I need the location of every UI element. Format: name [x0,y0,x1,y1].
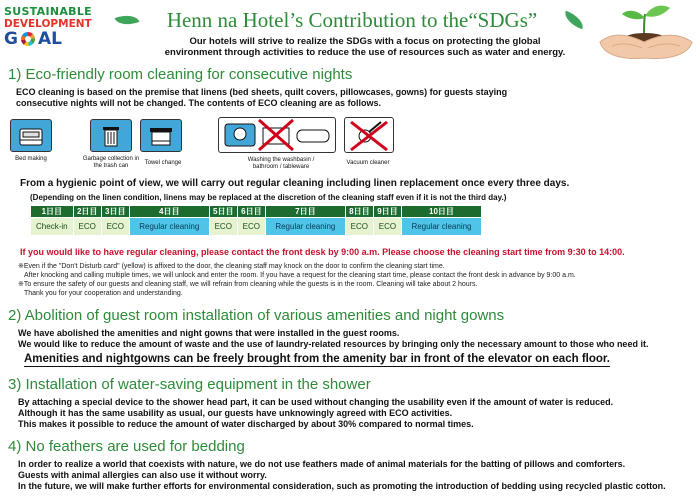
intro-line: ECO cleaning is based on the premise that linens (bed sheets, quilt covers, pillowcases, gowns) for guests staying [16,87,508,97]
schedule-action: Regular cleaning [401,218,481,236]
washbasin-icon [218,117,336,153]
page-subtitle [150,36,580,58]
subtitle-line: Our hotels will strive to realize the SDGs with a focus on protecting the global [189,36,541,47]
schedule-action: Regular cleaning [265,218,345,236]
towel-icon [140,119,182,152]
logo-line1: SUSTAINABLE [4,5,92,18]
schedule-days-row [31,206,482,218]
section2-heading: 2) Abolition of guest room installation of various amenities and night gowns [8,307,505,324]
schedule-action: ECO [373,218,401,236]
section2-line: We have abolished the amenities and night gowns that were installed in the guest rooms. [18,328,400,338]
section3-body [18,397,613,430]
section4-line: Guests with animal allergies can also use it without worry. [18,470,267,480]
icon-label: Garbage collection in the trash can [82,156,140,169]
schedule-action: ECO [345,218,373,236]
section3-line: By attaching a special device to the shower head part, it can be used without changing the usability even if the amount of water is reduced. [18,397,614,407]
vacuum-icon [344,117,394,153]
section2-body [18,328,648,350]
schedule-day: 8日目 [345,206,373,218]
amenity-bar-note: Amenities and nightgowns can be freely brought from the amenity bar in front of the elevator on each floor. [24,353,610,365]
schedule-day: 4日目 [129,206,209,218]
schedule-action: ECO [73,218,101,236]
schedule-day: 3日目 [101,206,129,218]
bed-icon [10,119,52,152]
section3-line: This makes it possible to reduce the amount of water discharged by about 30% compared to normal times. [18,419,474,429]
section4-line: In the future, we will make further efforts for environmental consideration, such as promoting the introduction of bedding using recycled plastic cotton. [18,481,666,491]
leaf-icon [115,11,140,30]
icon-label: Bed making [15,156,47,162]
note-line: After knocking and calling multiple times, we will unlock and enter the room. If you have a request for the cleaning start time, please contact the front desk in advance by 9:00 a.m. [24,272,576,279]
hygiene-line: From a hygienic point of view, we will carry out regular cleaning including linen replacement once every three days. [20,178,570,189]
section4-line: In order to realize a world that coexists with nature, we do not use feathers made of animal materials for the batting of pillows and comforters. [18,459,626,469]
schedule-day: 9日目 [373,206,401,218]
page-title: Henn na Hotel’s Contribution to the“SDGs” [166,8,538,32]
section3-line: Although it has the same usability as usual, our guests have unknowingly agreed with ECO activities. [18,408,453,418]
section1-heading: 1) Eco-friendly room cleaning for consecutive nights [8,66,353,83]
schedule-day: 7日目 [265,206,345,218]
intro-line: consecutive nights will not be changed. The contents of ECO cleaning are as follows. [16,98,382,108]
schedule-day: 2日目 [73,206,101,218]
logo-line2: DEVELOPMENT [4,18,92,30]
sdg-logo [4,6,96,48]
section2-line: We would like to reduce the amount of waste and the use of laundry-related resources by bringing only the necessary amount to those who need it. [18,339,649,349]
logo-al: AL [37,29,62,49]
schedule-action: Regular cleaning [129,218,209,236]
note-line: ※Even if the "Don't Disturb card" (yellow) is affixed to the door, the cleaning staff may knock on the door to confirm the cleaning start time. [18,263,445,270]
icon-label: Washing the washbasin / bathroom / tableware [247,157,315,170]
section4-heading: 4) No feathers are used for bedding [8,438,245,455]
icon-label: Towel change [144,160,182,166]
cleaning-schedule-table [30,205,482,236]
section1-intro [16,87,507,109]
logo-line3 [4,30,96,48]
sdg-wheel-icon [21,32,35,46]
schedule-day: 6日目 [237,206,265,218]
logo-g: G [4,29,18,49]
icon-label: Vacuum cleaner [346,160,390,166]
hands-plant-image [592,2,698,62]
schedule-action: Check-in [31,218,74,236]
section3-heading: 3) Installation of water-saving equipment in the shower [8,376,371,393]
subtitle-line: environment through activities to reduce the use of resources such as water and energy. [164,47,566,58]
schedule-actions-row [31,218,482,236]
schedule-day: 5日目 [209,206,237,218]
note-line: ※To ensure the safety of our guests and cleaning staff, we will refrain from cleaning while the guests is in the room. Cleaning will take about 2 hours. [18,281,478,288]
section4-body [18,459,666,492]
regular-cleaning-note: If you would like to have regular cleaning, please contact the front desk by 9:00 a.m. Please choose the cleaning start time from 9:30 to 14:00. [20,247,625,257]
trash-icon [90,119,132,152]
schedule-action: ECO [209,218,237,236]
schedule-action: ECO [237,218,265,236]
schedule-day: 1日目 [31,206,74,218]
leaf-icon [562,11,587,30]
hygiene-sub: (Depending on the linen condition, linens may be replaced at the discretion of the cleaning staff even if it is not the third day.) [30,193,507,202]
schedule-day: 10日目 [401,206,481,218]
note-line: Thank you for your cooperation and understanding. [24,290,183,297]
schedule-action: ECO [101,218,129,236]
